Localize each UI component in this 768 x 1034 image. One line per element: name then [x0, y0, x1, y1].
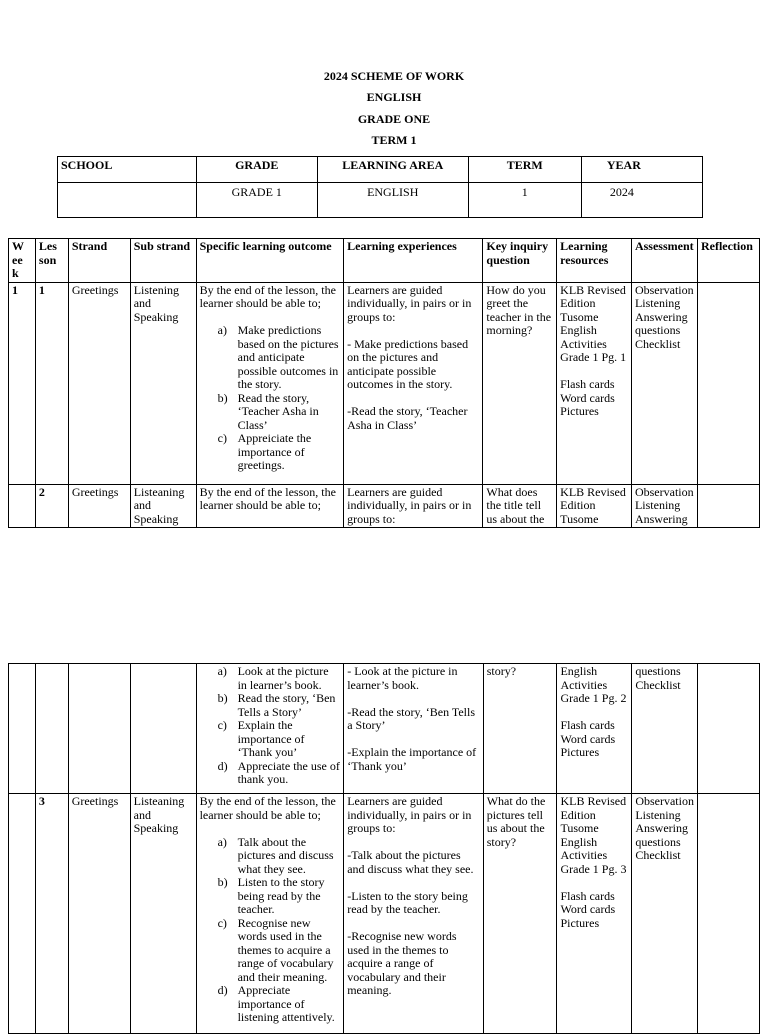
info-learning-area-value: ENGLISH — [317, 183, 468, 218]
resource-item: Word cards — [560, 902, 616, 916]
resource-item: Pictures — [560, 404, 599, 418]
outcome-cell — [196, 664, 344, 794]
header-learning-experiences: Learning experiences — [344, 239, 483, 283]
list-item — [200, 876, 341, 917]
strand-cell: Greetings — [68, 484, 130, 528]
header-lesson-line: Les — [38, 239, 57, 253]
experience-item: - Make predictions based on the pictures and anticipate possible outcomes in the story. — [347, 336, 469, 391]
experiences-cell — [344, 282, 483, 484]
list-marker: a) — [217, 323, 227, 337]
experiences-cell — [344, 664, 483, 794]
resource-item: Word cards — [560, 731, 616, 746]
doc-title: 2024 SCHEME OF WORK — [323, 69, 465, 83]
doc-grade: GRADE ONE — [357, 111, 431, 126]
inquiry-question-cell — [483, 484, 557, 528]
assessment-item: Observation — [635, 794, 694, 808]
doc-term: TERM 1 — [371, 132, 417, 147]
info-table — [57, 156, 703, 218]
outcome-cell: By the end of the lesson, the learner should be able to; — [196, 484, 344, 528]
list-text: Explain the importance of ‘Thank you’ — [237, 718, 305, 759]
reflection-cell — [697, 484, 759, 528]
list-item — [200, 324, 341, 392]
reflection-cell — [697, 282, 759, 484]
header-specific-learning-outcome: Specific learning outcome — [196, 239, 344, 283]
outcome-intro: By the end of the lesson, the learner should be able to; — [199, 794, 336, 822]
experiences-cell: Learners are guided individually, in pairs or in groups to: — [344, 484, 483, 528]
resources-part: KLB Revised Edition Tusome — [560, 485, 626, 526]
list-item — [200, 392, 341, 433]
list-item — [200, 760, 341, 787]
list-text: Appreciate the use of thank you. — [237, 758, 340, 786]
lesson-number: 3 — [35, 794, 68, 1034]
assessment-item: Observation — [634, 282, 694, 297]
outcome-intro: By the end of the lesson, the learner should be able to; — [199, 282, 336, 310]
header-key-inquiry-question: Key inquiry question — [483, 239, 557, 283]
table-row-lesson-3 — [9, 794, 760, 1034]
resource-item: Flash cards — [560, 888, 615, 903]
list-item — [200, 719, 341, 760]
resource-item: Flash cards — [560, 718, 615, 732]
guided-text: Learners are guided individually, in pairs or in groups to: — [347, 794, 472, 835]
list-text: Look at the picture in learner’s book. — [237, 664, 329, 692]
resource-item: Pictures — [560, 745, 600, 759]
experience-item: -Recognise new words used in the themes to acquire a range of vocabulary and their meaning. — [347, 929, 457, 997]
resource-item: Pictures — [560, 915, 600, 930]
strand-cell: Greetings — [68, 794, 130, 1034]
outcome-list — [200, 836, 341, 1025]
info-header-school: SCHOOL — [58, 157, 197, 183]
assessment-cell — [632, 794, 698, 1034]
scheme-table-page-2 — [8, 663, 760, 1034]
doc-subject: ENGLISH — [366, 90, 422, 105]
list-item — [200, 917, 341, 985]
assessment-item: Answering questions — [634, 309, 688, 337]
week-number — [9, 484, 36, 528]
list-text: Talk about the pictures and discuss what they see. — [237, 834, 334, 876]
assessment-item: Checklist — [635, 677, 681, 692]
resources-cell — [557, 794, 632, 1034]
scheme-header-row — [9, 239, 760, 283]
lesson-number: 2 — [35, 484, 68, 528]
lesson-number: 1 — [35, 282, 68, 484]
substrand-cell: Listeaning and Speaking — [130, 484, 196, 528]
experience-item: - Look at the picture in learner’s book. — [347, 664, 458, 692]
experience-item: -Explain the importance of ‘Thank you’ — [347, 745, 477, 773]
substrand-cell — [130, 664, 196, 794]
info-grade-value: GRADE 1 — [196, 183, 317, 218]
assessment-item: Checklist — [634, 336, 681, 351]
experiences-cell — [344, 794, 483, 1034]
resources-cell — [557, 484, 632, 528]
week-number — [9, 664, 36, 794]
question-part: What does the title tell us about the — [486, 485, 545, 526]
resources-part: English Activities Grade 1 Pg. 2 — [560, 664, 627, 705]
header-assessment: Assessment — [631, 239, 697, 283]
assessment-item: Listening — [634, 296, 681, 310]
info-header-term: TERM — [468, 157, 581, 183]
week-number: 1 — [9, 282, 36, 484]
list-marker: c) — [217, 718, 227, 732]
info-header-year: YEAR — [581, 157, 702, 183]
list-marker: b) — [217, 390, 228, 405]
list-text: Appreiciate the importance of greetings. — [237, 431, 312, 472]
inquiry-question-cell: How do you greet the teacher in the morning? — [483, 282, 557, 484]
document-titles — [0, 68, 768, 153]
header-week — [9, 239, 36, 283]
assessment-cell — [631, 484, 697, 528]
assessment-item: questions — [635, 664, 681, 678]
info-header-learning-area: LEARNING AREA — [317, 157, 468, 183]
list-item — [200, 836, 341, 877]
list-text: Read the story, ‘Teacher Asha in Class’ — [237, 390, 319, 432]
list-marker: a) — [217, 834, 227, 849]
list-text: Recognise new words used in the themes to acquire a range of vocabulary and their meaning. — [237, 915, 334, 984]
experience-item: -Talk about the pictures and discuss what they see. — [347, 848, 474, 876]
substrand-cell: Listening and Speaking — [130, 282, 196, 484]
list-item — [200, 984, 341, 1025]
header-week-line: ee — [12, 252, 23, 267]
header-week-line: k — [12, 266, 19, 280]
assessment-item: Observation — [634, 484, 694, 499]
list-marker: d) — [217, 758, 228, 773]
list-marker: d) — [217, 983, 228, 997]
list-text: Listen to the story being read by the teacher. — [237, 875, 325, 916]
substrand-cell: Listeaning and Speaking — [130, 794, 196, 1034]
assessment-cell — [632, 664, 698, 794]
info-value-row — [58, 183, 703, 218]
header-lesson — [35, 239, 68, 283]
outcome-list — [200, 324, 341, 473]
strand-cell: Greetings — [68, 282, 130, 484]
list-text: Appreciate importance of listening attentively. — [237, 983, 335, 1024]
list-item — [200, 692, 341, 719]
resources-cell — [557, 282, 632, 484]
inquiry-question-cell: What do the pictures tell us about the story? — [483, 794, 557, 1034]
assessment-item: Listening — [635, 807, 681, 822]
list-item — [200, 432, 341, 473]
outcome-cell — [196, 794, 344, 1034]
outcome-list — [200, 665, 341, 787]
list-marker: b) — [217, 875, 228, 889]
inquiry-question-cell: story? — [483, 664, 557, 794]
assessment-item: Checklist — [635, 848, 681, 862]
outcome-cell — [196, 282, 344, 484]
info-year-value: 2024 — [581, 183, 702, 218]
header-strand: Strand — [68, 239, 130, 283]
header-learning-resources: Learning resources — [557, 239, 632, 283]
list-item — [200, 665, 341, 692]
list-text: Make predictions based on the pictures and anticipate possible outcomes in the story. — [237, 323, 339, 391]
list-marker: c) — [217, 431, 227, 445]
reflection-cell — [698, 794, 760, 1034]
assessment-item: Listening — [634, 498, 681, 512]
info-header-row — [58, 157, 703, 183]
resource-item: Word cards — [560, 390, 615, 405]
assessment-item: Answering — [634, 511, 688, 526]
header-reflection: Reflection — [697, 239, 759, 283]
experience-item: -Read the story, ‘Ben Tells a Story’ — [347, 704, 476, 732]
list-marker: b) — [217, 691, 228, 705]
table-row-lesson-2-cont — [9, 664, 760, 794]
header-week-line: W — [12, 239, 24, 253]
table-row-lesson-2-start — [9, 484, 760, 528]
assessment-item: Answering questions — [635, 821, 688, 849]
table-row-lesson-1 — [9, 282, 760, 484]
info-term-value: 1 — [468, 183, 581, 218]
experience-item: -Listen to the story being read by the teacher. — [347, 888, 468, 916]
assessment-cell — [631, 282, 697, 484]
reflection-cell — [698, 664, 760, 794]
strand-cell — [68, 664, 130, 794]
list-text: Read the story, ‘Ben Tells a Story’ — [237, 691, 336, 719]
info-header-grade: GRADE — [196, 157, 317, 183]
week-number — [9, 794, 36, 1034]
resource-item: Flash cards — [560, 377, 615, 391]
guided-text: Learners are guided individually, in pairs or in groups to: — [347, 282, 472, 324]
info-school-value — [58, 183, 197, 218]
list-marker: a) — [217, 664, 227, 678]
scheme-table-page-1 — [8, 238, 760, 528]
lesson-number — [35, 664, 68, 794]
header-sub-strand: Sub strand — [130, 239, 196, 283]
resources-main: KLB Revised Edition Tusome English Activities Grade 1 Pg. 3 — [560, 794, 627, 876]
resources-cell — [557, 664, 632, 794]
experience-item: -Read the story, ‘Teacher Asha in Class’ — [347, 404, 468, 432]
header-lesson-line: son — [38, 252, 57, 267]
list-marker: c) — [217, 915, 227, 930]
resources-main: KLB Revised Edition Tusome English Activities Grade 1 Pg. 1 — [560, 282, 627, 364]
